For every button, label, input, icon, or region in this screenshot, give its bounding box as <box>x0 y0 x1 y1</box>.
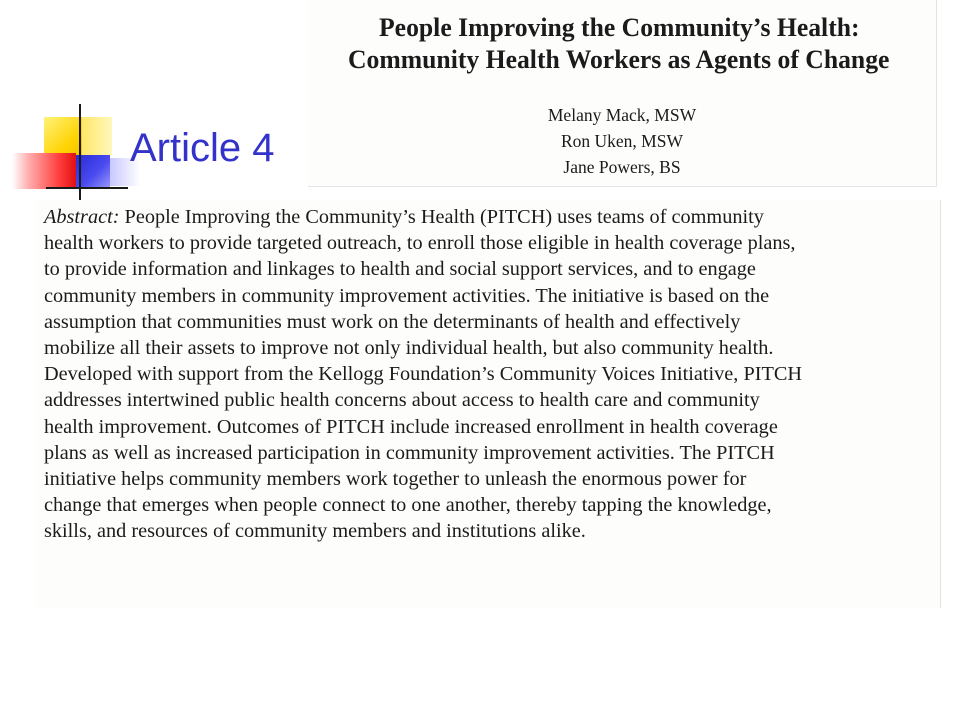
author-name: Jane Powers, BS <box>563 157 681 177</box>
abstract-line <box>44 204 802 230</box>
author-list <box>308 102 936 180</box>
decorative-yellow-fade <box>82 117 112 155</box>
scanned-abstract <box>36 200 941 608</box>
abstract-line-text: People Improving the Community’s Health (PITCH) uses teams of community <box>119 206 764 228</box>
abstract-line: initiative helps community members work together to unleash the enormous power for <box>44 468 747 491</box>
scanned-article-header <box>308 0 937 187</box>
decorative-horizontal-line <box>46 187 128 189</box>
article-title-line: Community Health Workers as Agents of Change <box>347 45 890 74</box>
decorative-blue-square <box>76 155 110 189</box>
author-name: Ron Uken, MSW <box>560 131 683 151</box>
abstract-label: Abstract: <box>44 206 120 228</box>
abstract-text <box>44 204 802 545</box>
abstract-line: mobilize all their assets to improve not only individual health, but also community health. <box>44 337 774 360</box>
decorative-yellow-square <box>44 117 82 155</box>
abstract-line: health improvement. Outcomes of PITCH include increased enrollment in health coverage <box>44 415 778 438</box>
decorative-red-bar <box>12 153 76 189</box>
author-name: Melany Mack, MSW <box>547 105 697 125</box>
abstract-line: change that emerges when people connect to one another, thereby tapping the knowledge, <box>44 494 772 517</box>
abstract-line: skills, and resources of community members and institutions alike. <box>44 520 586 543</box>
slide-title: Article 4 <box>130 126 275 170</box>
abstract-line: addresses intertwined public health concerns about access to health care and community <box>44 389 760 412</box>
abstract-line: assumption that communities must work on the determinants of health and effectively <box>44 310 741 333</box>
article-title <box>308 12 936 76</box>
abstract-line: community members in community improvement activities. The initiative is based on the <box>44 284 770 307</box>
abstract-line: plans as well as increased participation in community improvement activities. The PITCH <box>44 441 775 464</box>
abstract-line: health workers to provide targeted outreach, to enroll those eligible in health coverage plans, <box>44 232 796 255</box>
decorative-vertical-line <box>79 104 81 200</box>
abstract-line: Developed with support from the Kellogg Foundation’s Community Voices Initiative, PITCH <box>44 363 803 386</box>
abstract-line: to provide information and linkages to health and social support services, and to engage <box>44 258 756 281</box>
article-title-line: People Improving the Community’s Health: <box>378 13 860 42</box>
